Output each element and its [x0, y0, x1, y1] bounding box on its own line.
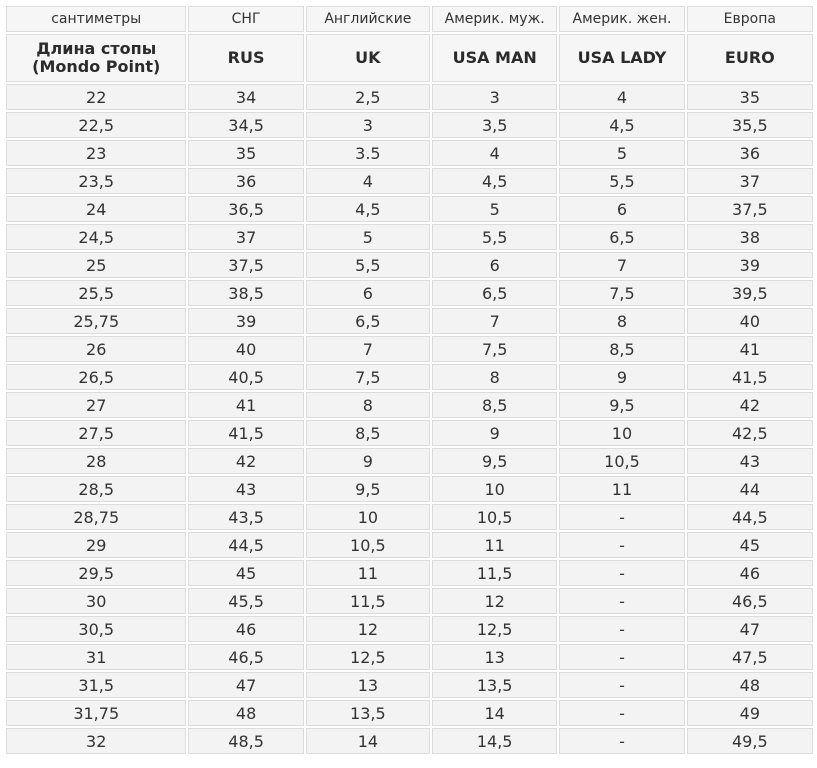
cell-rus: 38,5 — [188, 280, 303, 306]
cell-euro: 38 — [687, 224, 813, 250]
cell-usa-lady: - — [559, 532, 684, 558]
header-cell-europe: Европа — [687, 6, 813, 32]
cell-rus: 36,5 — [188, 196, 303, 222]
cell-usa-lady: 5,5 — [559, 168, 684, 194]
cell-usa-man: 12 — [432, 588, 557, 614]
cell-cm: 24 — [6, 196, 186, 222]
cell-usa-lady: 9,5 — [559, 392, 684, 418]
cell-usa-lady: 8,5 — [559, 336, 684, 362]
cell-usa-man: 5 — [432, 196, 557, 222]
cell-usa-man: 8,5 — [432, 392, 557, 418]
cell-uk: 11 — [306, 560, 430, 586]
cell-usa-man: 3,5 — [432, 112, 557, 138]
cell-usa-man: 10 — [432, 476, 557, 502]
cell-usa-lady: - — [559, 700, 684, 726]
cell-rus: 46 — [188, 616, 303, 642]
cell-usa-lady: 7 — [559, 252, 684, 278]
cell-uk: 4 — [306, 168, 430, 194]
cell-rus: 37,5 — [188, 252, 303, 278]
cell-usa-lady: 6 — [559, 196, 684, 222]
cell-euro: 37,5 — [687, 196, 813, 222]
cell-cm: 31,5 — [6, 672, 186, 698]
cell-cm: 27,5 — [6, 420, 186, 446]
cell-euro: 39 — [687, 252, 813, 278]
table-row — [6, 644, 813, 670]
table-row — [6, 168, 813, 194]
cell-usa-man: 11,5 — [432, 560, 557, 586]
cell-euro: 47,5 — [687, 644, 813, 670]
cell-cm: 28 — [6, 448, 186, 474]
cell-usa-lady: - — [559, 560, 684, 586]
cell-rus: 47 — [188, 672, 303, 698]
cell-rus: 40,5 — [188, 364, 303, 390]
header-cell-us-women: Америк. жен. — [559, 6, 684, 32]
cell-usa-man: 14,5 — [432, 728, 557, 754]
cell-cm: 28,5 — [6, 476, 186, 502]
cell-usa-man: 9,5 — [432, 448, 557, 474]
cell-cm: 25,75 — [6, 308, 186, 334]
header-cell-usa-lady: USA LADY — [559, 34, 684, 82]
cell-usa-man: 14 — [432, 700, 557, 726]
cell-uk: 10 — [306, 504, 430, 530]
table-row — [6, 280, 813, 306]
cell-uk: 12 — [306, 616, 430, 642]
cell-uk: 2,5 — [306, 84, 430, 110]
header-cell-rus: RUS — [188, 34, 303, 82]
cell-usa-man: 13 — [432, 644, 557, 670]
cell-euro: 35 — [687, 84, 813, 110]
header-cell-foot-length: Длина стопы (Mondo Point) — [6, 34, 186, 82]
cell-rus: 45,5 — [188, 588, 303, 614]
cell-cm: 30,5 — [6, 616, 186, 642]
cell-uk: 5,5 — [306, 252, 430, 278]
cell-euro: 48 — [687, 672, 813, 698]
cell-cm: 26 — [6, 336, 186, 362]
cell-usa-man: 8 — [432, 364, 557, 390]
header-cell-usa-man: USA MAN — [432, 34, 557, 82]
cell-uk: 6,5 — [306, 308, 430, 334]
cell-cm: 31,75 — [6, 700, 186, 726]
cell-usa-lady: - — [559, 644, 684, 670]
table-row — [6, 196, 813, 222]
table-row — [6, 588, 813, 614]
table-row — [6, 224, 813, 250]
table-row — [6, 84, 813, 110]
cell-usa-lady: - — [559, 672, 684, 698]
cell-usa-lady: - — [559, 504, 684, 530]
cell-euro: 39,5 — [687, 280, 813, 306]
cell-usa-lady: 6,5 — [559, 224, 684, 250]
cell-cm: 25 — [6, 252, 186, 278]
cell-cm: 30 — [6, 588, 186, 614]
table-row — [6, 336, 813, 362]
cell-uk: 9 — [306, 448, 430, 474]
header-cell-english: Английские — [306, 6, 430, 32]
cell-uk: 5 — [306, 224, 430, 250]
cell-uk: 8 — [306, 392, 430, 418]
cell-uk: 14 — [306, 728, 430, 754]
cell-euro: 49,5 — [687, 728, 813, 754]
cell-uk: 13 — [306, 672, 430, 698]
table-row — [6, 560, 813, 586]
cell-euro: 36 — [687, 140, 813, 166]
cell-usa-man: 13,5 — [432, 672, 557, 698]
cell-euro: 47 — [687, 616, 813, 642]
cell-usa-lady: 8 — [559, 308, 684, 334]
header-row-systems — [6, 34, 813, 82]
cell-euro: 40 — [687, 308, 813, 334]
cell-usa-lady: - — [559, 588, 684, 614]
cell-uk: 11,5 — [306, 588, 430, 614]
shoe-size-table — [4, 4, 815, 756]
cell-euro: 46 — [687, 560, 813, 586]
cell-euro: 43 — [687, 448, 813, 474]
cell-rus: 35 — [188, 140, 303, 166]
cell-euro: 46,5 — [687, 588, 813, 614]
header-row-labels — [6, 6, 813, 32]
table-row — [6, 392, 813, 418]
header-cell-euro: EURO — [687, 34, 813, 82]
cell-usa-lady: 11 — [559, 476, 684, 502]
cell-uk: 4,5 — [306, 196, 430, 222]
cell-cm: 27 — [6, 392, 186, 418]
cell-usa-lady: 5 — [559, 140, 684, 166]
cell-uk: 3.5 — [306, 140, 430, 166]
cell-cm: 29 — [6, 532, 186, 558]
cell-rus: 36 — [188, 168, 303, 194]
table-row — [6, 700, 813, 726]
table-row — [6, 308, 813, 334]
cell-usa-man: 4 — [432, 140, 557, 166]
table-row — [6, 364, 813, 390]
header-cell-cis: СНГ — [188, 6, 303, 32]
header-cell-centimeters: сантиметры — [6, 6, 186, 32]
cell-uk: 7,5 — [306, 364, 430, 390]
cell-usa-lady: - — [559, 728, 684, 754]
cell-cm: 32 — [6, 728, 186, 754]
cell-usa-man: 6 — [432, 252, 557, 278]
cell-usa-lady: 9 — [559, 364, 684, 390]
cell-usa-man: 7 — [432, 308, 557, 334]
cell-cm: 28,75 — [6, 504, 186, 530]
cell-rus: 41,5 — [188, 420, 303, 446]
cell-euro: 44,5 — [687, 504, 813, 530]
table-row — [6, 616, 813, 642]
table-row — [6, 476, 813, 502]
table-row — [6, 252, 813, 278]
cell-rus: 40 — [188, 336, 303, 362]
cell-usa-man: 3 — [432, 84, 557, 110]
cell-euro: 44 — [687, 476, 813, 502]
cell-usa-lady: - — [559, 616, 684, 642]
cell-cm: 31 — [6, 644, 186, 670]
cell-uk: 7 — [306, 336, 430, 362]
cell-usa-lady: 4,5 — [559, 112, 684, 138]
cell-euro: 35,5 — [687, 112, 813, 138]
table-row — [6, 532, 813, 558]
cell-cm: 24,5 — [6, 224, 186, 250]
cell-usa-man: 5,5 — [432, 224, 557, 250]
cell-usa-man: 10,5 — [432, 504, 557, 530]
cell-cm: 23 — [6, 140, 186, 166]
table-row — [6, 672, 813, 698]
cell-euro: 42,5 — [687, 420, 813, 446]
cell-uk: 12,5 — [306, 644, 430, 670]
cell-usa-lady: 4 — [559, 84, 684, 110]
cell-rus: 39 — [188, 308, 303, 334]
cell-rus: 43,5 — [188, 504, 303, 530]
cell-cm: 22,5 — [6, 112, 186, 138]
cell-usa-man: 9 — [432, 420, 557, 446]
cell-rus: 45 — [188, 560, 303, 586]
cell-rus: 34,5 — [188, 112, 303, 138]
table-row — [6, 140, 813, 166]
cell-euro: 49 — [687, 700, 813, 726]
cell-uk: 9,5 — [306, 476, 430, 502]
cell-rus: 43 — [188, 476, 303, 502]
header-cell-us-men: Америк. муж. — [432, 6, 557, 32]
cell-cm: 22 — [6, 84, 186, 110]
header-cell-uk: UK — [306, 34, 430, 82]
table-body — [6, 6, 813, 754]
cell-usa-man: 11 — [432, 532, 557, 558]
cell-usa-man: 12,5 — [432, 616, 557, 642]
cell-euro: 45 — [687, 532, 813, 558]
cell-cm: 23,5 — [6, 168, 186, 194]
cell-rus: 48,5 — [188, 728, 303, 754]
cell-uk: 13,5 — [306, 700, 430, 726]
cell-euro: 37 — [687, 168, 813, 194]
cell-uk: 10,5 — [306, 532, 430, 558]
cell-uk: 6 — [306, 280, 430, 306]
cell-rus: 34 — [188, 84, 303, 110]
table-row — [6, 420, 813, 446]
cell-usa-man: 7,5 — [432, 336, 557, 362]
cell-rus: 37 — [188, 224, 303, 250]
cell-uk: 8,5 — [306, 420, 430, 446]
cell-euro: 41,5 — [687, 364, 813, 390]
cell-cm: 29,5 — [6, 560, 186, 586]
cell-euro: 42 — [687, 392, 813, 418]
table-row — [6, 728, 813, 754]
cell-usa-man: 4,5 — [432, 168, 557, 194]
cell-rus: 46,5 — [188, 644, 303, 670]
cell-usa-lady: 7,5 — [559, 280, 684, 306]
cell-rus: 44,5 — [188, 532, 303, 558]
cell-euro: 41 — [687, 336, 813, 362]
cell-uk: 3 — [306, 112, 430, 138]
cell-rus: 48 — [188, 700, 303, 726]
table-row — [6, 504, 813, 530]
cell-usa-man: 6,5 — [432, 280, 557, 306]
table-row — [6, 112, 813, 138]
cell-rus: 41 — [188, 392, 303, 418]
cell-rus: 42 — [188, 448, 303, 474]
cell-cm: 25,5 — [6, 280, 186, 306]
cell-usa-lady: 10,5 — [559, 448, 684, 474]
cell-cm: 26,5 — [6, 364, 186, 390]
table-row — [6, 448, 813, 474]
cell-usa-lady: 10 — [559, 420, 684, 446]
